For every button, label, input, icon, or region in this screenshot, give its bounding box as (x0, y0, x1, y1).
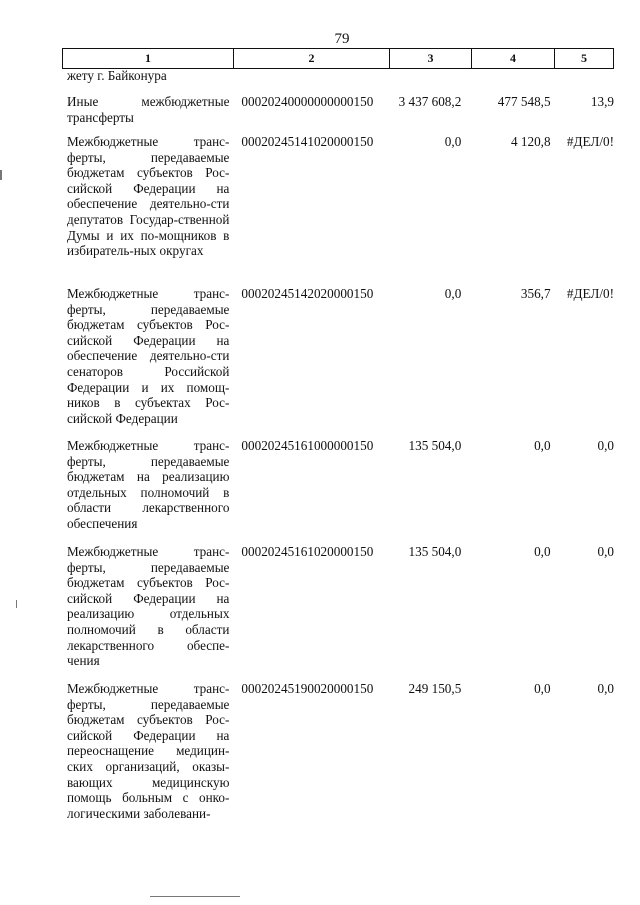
scan-mark (16, 600, 17, 608)
table-row (62, 544, 614, 669)
row-value-4: 477 548,5 (497, 94, 551, 109)
table-header (62, 48, 614, 69)
row-code: 00020245161000000150 (241, 438, 374, 453)
header-col-2: 2 (234, 49, 390, 68)
row-value-3: 249 150,5 (408, 681, 462, 696)
row-name: Межбюджетные транс-ферты, передаваемые бюджетам субъектов Рос-сийской Федерации на реализацию отдельных полномочий в области лекарственного обеспе-чения (67, 544, 230, 669)
row-value-4: 0,0 (534, 681, 551, 696)
row-value-3: 3 437 608,2 (398, 94, 462, 109)
row-value-5: 0,0 (597, 438, 614, 453)
row-value-4: 0,0 (534, 438, 551, 453)
row-value-5: 13,9 (590, 94, 614, 109)
header-col-1: 1 (62, 49, 234, 68)
row-name: Межбюджетные транс-ферты, передаваемые бюджетам на реализацию отдельных полномочий в области лекарственного обеспечения (67, 438, 230, 531)
table-row (62, 286, 614, 426)
row-value-3: 0,0 (444, 134, 462, 149)
row-code: 00020245141020000150 (241, 134, 374, 149)
row-value-5: 0,0 (597, 544, 614, 559)
row-name: Межбюджетные транс-ферты, передаваемые бюджетам субъектов Рос-сийской Федерации на обеспечение деятельно-сти депутатов Государ-ственной Думы и их по-мощников в избиратель-ных округах (67, 134, 230, 259)
table-row (62, 438, 614, 532)
header-col-3: 3 (390, 49, 472, 68)
row-value-3: 135 504,0 (408, 544, 462, 559)
row-name: жету г. Байконура (67, 68, 167, 83)
row-code: 00020245190020000150 (241, 681, 374, 696)
table-row (62, 94, 614, 125)
page-number: 79 (334, 31, 350, 47)
row-value-3: 0,0 (444, 286, 462, 301)
row-code: 00020240000000000150 (241, 94, 374, 109)
table-row (62, 134, 614, 259)
row-name: Иные межбюджетные трансферты (67, 94, 230, 125)
row-name: Межбюджетные транс-ферты, передаваемые бюджетам субъектов Рос-сийской Федерации на обеспечение деятельно-сти сенаторов Российской Федерации и их помощ-ников в субъектах Рос-сийской Федерации (67, 286, 230, 426)
row-value-3: 135 504,0 (408, 438, 462, 453)
scan-mark (0, 170, 2, 180)
table-row (62, 681, 614, 821)
scan-mark (150, 896, 240, 897)
header-col-5: 5 (555, 49, 614, 68)
row-code: 00020245161020000150 (241, 544, 374, 559)
row-value-4: 0,0 (534, 544, 551, 559)
row-value-4: 356,7 (520, 286, 551, 301)
row-value-5: #ДЕЛ/0! (566, 286, 614, 301)
row-code: 00020245142020000150 (241, 286, 374, 301)
table-row-continuation (62, 68, 614, 84)
row-name: Межбюджетные транс-ферты, передаваемые бюджетам субъектов Рос-сийской Федерации на переоснащение медицин-ских организаций, оказы-вающих медицинскую помощь больным с онко-логическими заболевани- (67, 681, 230, 821)
header-col-4: 4 (472, 49, 555, 68)
row-value-5: 0,0 (597, 681, 614, 696)
row-value-5: #ДЕЛ/0! (566, 134, 614, 149)
row-value-4: 4 120,8 (510, 134, 551, 149)
